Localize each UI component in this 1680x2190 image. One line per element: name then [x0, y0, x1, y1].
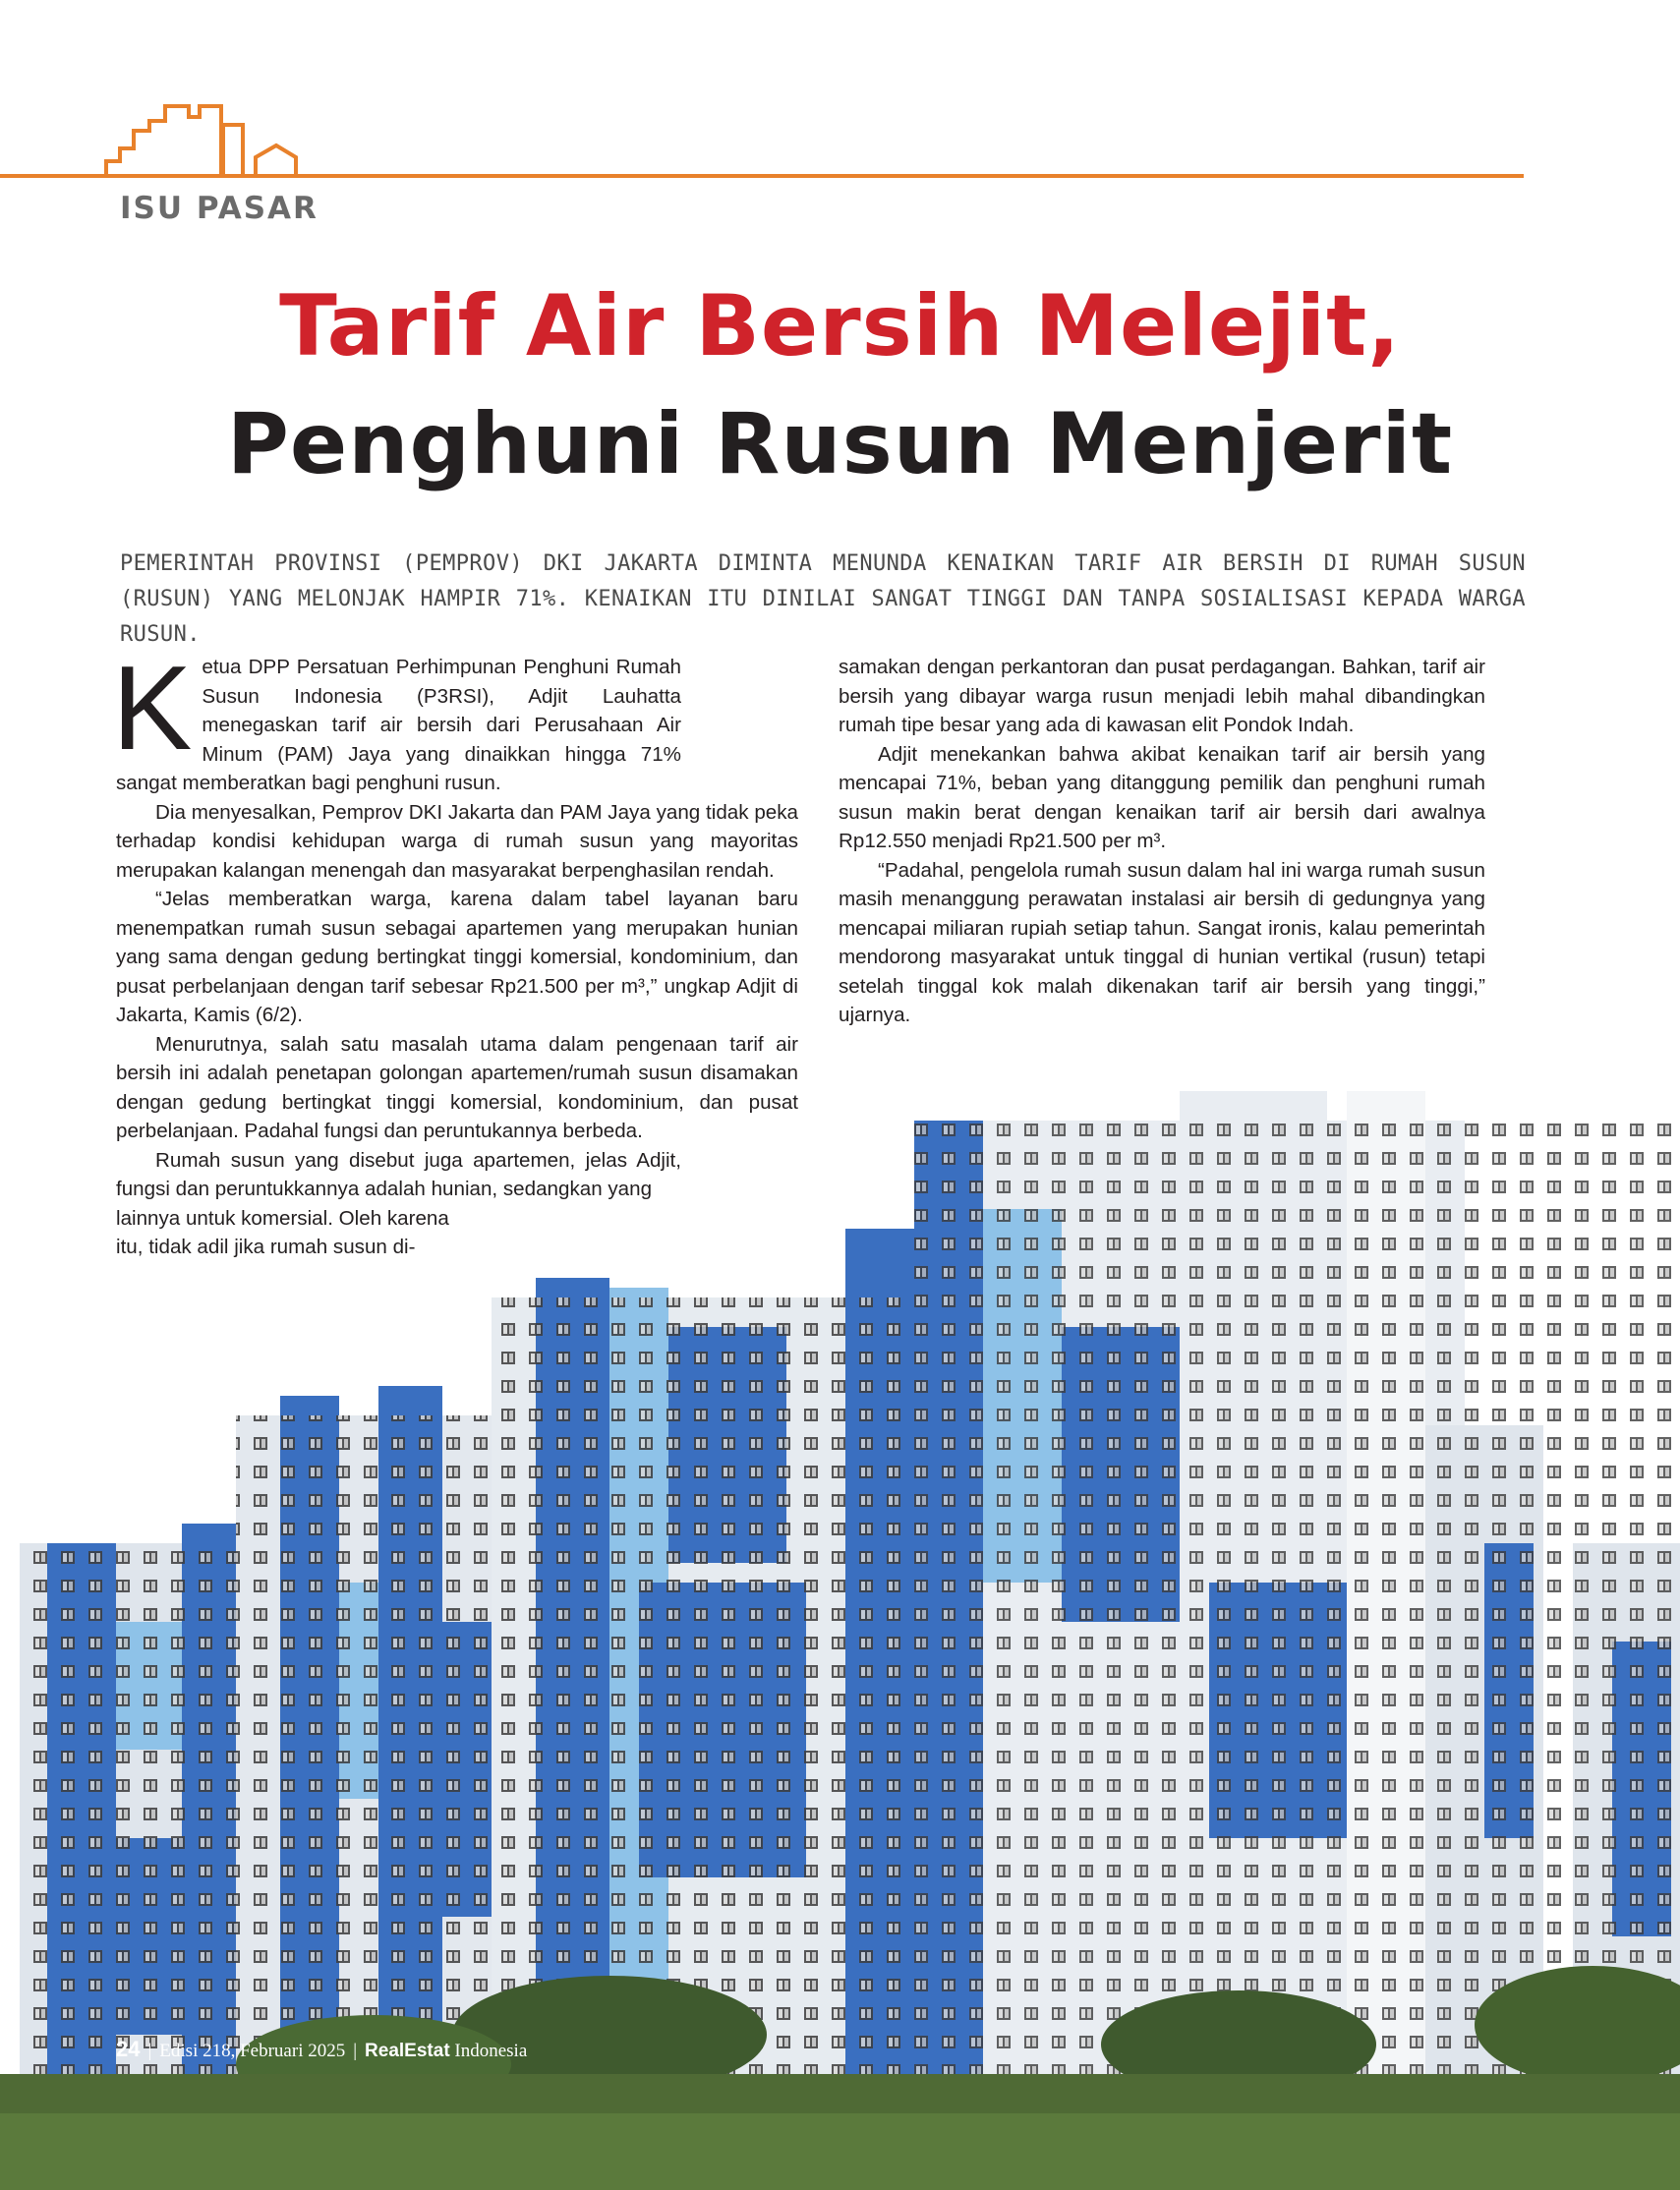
article-column-right [839, 653, 1485, 1030]
article-paragraph: Ketua DPP Persatuan Perhimpunan Penghuni Rumah Susun Indonesia (P3RSI), Adjit Lauhatta menegaskan tarif air bersih dari Perusahaan Air Minum (PAM) Jaya yang dinaikkan hingga 71% sangat memberatkan bagi penghuni rusun. [112, 641, 681, 794]
section-label: ISU PASAR [120, 191, 319, 226]
headline-line-1: Tarif Air Bersih Melejit, [279, 277, 1401, 375]
page-number: 24 [116, 2037, 141, 2061]
article-paragraph: Menurutnya, salah satu masalah utama dalam pengenaan tarif air bersih ini adalah penetapan golongan apartemen/rumah susun disamakan dengan gedung bertingkat tinggi komersial, kondominium, dan pusat perbelanjaan. Padahal fungsi dan peruntukannya berbeda. [116, 1032, 798, 1142]
article-paragraph: “Jelas memberatkan warga, karena dalam tabel layanan baru menempatkan rumah susun sebagai apartemen yang merupakan hunian yang sama dengan gedung bertingkat tinggi komersial, kondominium, dan pusat perbelanjaan dengan tarif sebesar Rp21.500 per m³,” ungkap Adjit di Jakarta, Kamis (6/2). [116, 888, 798, 1026]
article-paragraph: Rumah susun yang disebut juga apartemen, jelas Adjit, fungsi dan peruntukkannya adalah hunian, sedangkan yang [116, 1148, 681, 1200]
magazine-brand: RealEstat [365, 2041, 450, 2061]
edition-info: Edisi 218, Februari 2025 [159, 2041, 346, 2061]
headline-line-2: Penghuni Rusun Menjerit [226, 395, 1454, 493]
article-paragraph: “Padahal, pengelola rumah susun dalam hal ini warga rumah susun masih menanggung perawatan instalasi air bersih di gedungnya yang mencapai miliaran rupiah setiap tahun. Sangat ironis, kalau pemerintah mendorong masyarakat untuk tinggal di hunian vertikal (rusun) tetapi setelah tinggal kok malah dikenakan tarif air bersih yang tinggi,” ujarnya. [839, 858, 1485, 1026]
article-paragraph: itu, tidak adil jika rumah susun di- [116, 1236, 416, 1258]
article-paragraph: samakan dengan perkantoran dan pusat perdagangan. Bahkan, tarif air bersih yang dibayar warga rusun menjadi lebih mahal dibandingkan rumah tipe besar yang ada di kawasan elit Pondok Indah. [839, 656, 1485, 736]
article-paragraph: Dia menyesalkan, Pemprov DKI Jakarta dan PAM Jaya yang tidak peka terhadap kondisi kehidupan warga di rumah susun yang mayoritas merupakan kalangan menengah dan masyarakat berpenghasilan rendah. [116, 800, 798, 882]
article-paragraph: Adjit menekankan bahwa akibat kenaikan tarif air bersih yang mencapai 71%, beban yang ditanggung pemilik dan penghuni rumah susun makin berat dengan kenaikan tarif air bersih dari awalnya Rp12.550 menjadi Rp21.500 per m³. [839, 742, 1485, 852]
article-lede: PEMERINTAH PROVINSI (PEMPROV) DKI JAKARTA DIMINTA MENUNDA KENAIKAN TARIF AIR BERSIH DI RUMAH SUSUN (RUSUN) YANG MELONJAK HAMPIR 71%. KENAIKAN ITU DINILAI SANGAT TINGGI DAN TANPA SOSIALISASI KEPADA WARGA RUSUN. [120, 551, 1526, 647]
article-column-left [112, 641, 798, 1262]
article-paragraph: lainnya untuk komersial. Oleh karena [116, 1206, 449, 1230]
drop-cap: K [112, 641, 193, 775]
magazine-brand-suffix: Indonesia [454, 2041, 528, 2061]
page-footer: 24 | Edisi 218, Februari 2025 | RealEstat Indonesia [116, 2037, 528, 2061]
city-skyline-icon [98, 98, 393, 179]
